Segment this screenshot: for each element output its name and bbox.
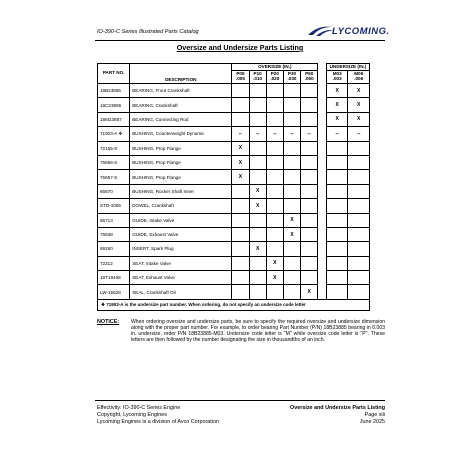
oversize-mark-cell	[232, 199, 249, 213]
oversize-mark-cell: X	[266, 271, 283, 285]
part-number-cell: 18B23885	[98, 84, 130, 98]
oversize-mark-cell	[283, 256, 300, 270]
part-number-cell: 75657-S	[98, 170, 130, 184]
oversize-mark-cell	[249, 155, 266, 169]
oversize-code-header: P20 .020	[266, 71, 283, 84]
undersize-mark-cell	[326, 256, 347, 270]
undersize-mark-cell	[348, 199, 370, 213]
table-row	[98, 98, 370, 112]
oversize-mark-cell	[232, 227, 249, 241]
footer-division: Lycoming Engines is a division of Avco Corporation	[97, 418, 219, 425]
undersize-mark-cell	[348, 170, 370, 184]
table-row	[98, 141, 370, 155]
oversize-mark-cell	[283, 170, 300, 184]
oversize-mark-cell	[283, 155, 300, 169]
oversize-mark-cell	[301, 155, 318, 169]
oversize-mark-cell	[249, 285, 266, 299]
description-cell: GUIDE, Exhaust Valve	[130, 227, 232, 241]
description-cell: DOWEL, Crankshaft	[130, 199, 232, 213]
oversize-mark-cell: X	[301, 285, 318, 299]
table-row	[98, 213, 370, 227]
part-number-cell: 18M23887	[98, 112, 130, 126]
oversize-mark-cell	[232, 242, 249, 256]
notice-text: When ordering oversize and undersize parts, be sure to specify the required oversize and undersize dimension along with the proper part number. For example, to order bearing Part Number (P/N) 18B23885 bearing in 0.003 in. undersize, order P/N 18B23885-M03. Undersize code letter is "M" while oversize code letter is "P". These letters are then followed by the number designating the size in thousandths of an inch.	[131, 319, 385, 344]
oversize-mark-cell	[266, 141, 283, 155]
undersize-mark-cell	[326, 285, 347, 299]
oversize-mark-cell	[283, 98, 300, 112]
undersize-mark-cell: X	[348, 84, 370, 98]
table-row	[98, 155, 370, 169]
undersize-mark-cell	[326, 184, 347, 198]
column-gap	[318, 271, 327, 285]
oversize-mark-cell	[249, 271, 266, 285]
table-row	[98, 256, 370, 270]
oversize-mark-cell	[283, 271, 300, 285]
undersize-mark-cell	[348, 271, 370, 285]
part-number-cell: STD-1065	[98, 199, 130, 213]
column-gap	[318, 213, 327, 227]
oversize-mark-cell	[266, 285, 283, 299]
table-row	[98, 227, 370, 241]
column-gap	[318, 256, 327, 270]
table-row	[98, 127, 370, 141]
oversize-mark-cell: X	[283, 227, 300, 241]
header-rule	[95, 40, 385, 41]
column-gap	[318, 84, 327, 98]
undersize-mark-cell	[348, 184, 370, 198]
oversize-mark-cell	[283, 242, 300, 256]
oversize-mark-cell: --	[301, 127, 318, 141]
undersize-mark-cell	[348, 256, 370, 270]
description-cell: BUSHING, Prop Flange	[130, 155, 232, 169]
oversize-mark-cell	[301, 170, 318, 184]
oversize-mark-cell	[283, 84, 300, 98]
part-number-cell: LW-15628	[98, 285, 130, 299]
table-row	[98, 285, 370, 299]
oversize-mark-cell	[232, 112, 249, 126]
oversize-code-header: P50 .050	[301, 71, 318, 84]
oversize-mark-cell	[301, 242, 318, 256]
undersize-mark-cell	[326, 271, 347, 285]
undersize-header: UNDERSIZE (IN.)	[326, 64, 369, 71]
column-gap	[318, 155, 327, 169]
oversize-undersize-table	[97, 63, 370, 311]
oversize-mark-cell: --	[249, 127, 266, 141]
footer-effectivity: Effectivity: IO-390-C Series Engine	[97, 405, 181, 411]
footer-section-title: Oversize and Undersize Parts Listing	[290, 405, 385, 411]
oversize-mark-cell	[249, 170, 266, 184]
description-cell: SEAT, Exhaust Valve	[130, 271, 232, 285]
oversize-mark-cell: X	[283, 213, 300, 227]
undersize-mark-cell	[326, 199, 347, 213]
catalog-title: IO-390-C Series Illustrated Parts Catalog	[97, 29, 199, 35]
oversize-mark-cell	[249, 213, 266, 227]
oversize-mark-cell	[266, 155, 283, 169]
table-row	[98, 112, 370, 126]
undersize-code-header: M06 .006	[348, 71, 370, 84]
description-cell: BEARING, Crankshaft	[130, 98, 232, 112]
column-gap	[318, 199, 327, 213]
oversize-mark-cell	[301, 98, 318, 112]
undersize-code-header: M03 .003	[326, 71, 347, 84]
oversize-mark-cell	[301, 84, 318, 98]
footer-right	[290, 405, 385, 425]
undersize-mark-cell: --	[348, 127, 370, 141]
description-cell: BUSHING, Prop Flange	[130, 170, 232, 184]
undersize-mark-cell	[348, 227, 370, 241]
description-cell: BUSHING, Counterweight Dynamic	[130, 127, 232, 141]
oversize-mark-cell	[249, 227, 266, 241]
oversize-mark-cell	[301, 256, 318, 270]
undersize-mark-cell	[326, 242, 347, 256]
column-gap	[318, 242, 327, 256]
undersize-mark-cell: X	[326, 112, 347, 126]
oversize-mark-cell	[249, 256, 266, 270]
part-number-cell: 75656-S	[98, 155, 130, 169]
undersize-mark-cell	[326, 227, 347, 241]
oversize-mark-cell	[301, 199, 318, 213]
part-number-cell: 16T19468	[98, 271, 130, 285]
oversize-mark-cell	[301, 213, 318, 227]
part-no-header: PART NO.	[98, 64, 130, 84]
oversize-mark-cell	[266, 112, 283, 126]
table-row	[98, 199, 370, 213]
part-number-cell: 72155-S	[98, 141, 130, 155]
oversize-mark-cell: X	[266, 256, 283, 270]
oversize-mark-cell	[283, 184, 300, 198]
oversize-mark-cell: X	[249, 199, 266, 213]
oversize-mark-cell	[266, 199, 283, 213]
oversize-mark-cell	[266, 170, 283, 184]
undersize-mark-cell	[326, 141, 347, 155]
undersize-mark-cell: X	[326, 84, 347, 98]
oversize-mark-cell	[301, 271, 318, 285]
undersize-mark-cell	[348, 242, 370, 256]
oversize-mark-cell	[232, 271, 249, 285]
oversize-mark-cell: X	[249, 242, 266, 256]
oversize-mark-cell	[232, 84, 249, 98]
oversize-mark-cell	[283, 285, 300, 299]
description-cell: BUSHING, Prop Flange	[130, 141, 232, 155]
oversize-mark-cell	[283, 199, 300, 213]
undersize-mark-cell	[326, 155, 347, 169]
oversize-mark-cell	[232, 184, 249, 198]
oversize-mark-cell	[266, 213, 283, 227]
footer-date: June 2025	[359, 418, 385, 425]
column-gap	[318, 184, 327, 198]
description-cell: INSERT, Spark Plug	[130, 242, 232, 256]
notice-label: NOTICE:	[97, 319, 120, 325]
oversize-mark-cell: X	[232, 155, 249, 169]
part-number-cell: 72212	[98, 256, 130, 270]
table-row	[98, 271, 370, 285]
oversize-mark-cell	[301, 227, 318, 241]
part-number-cell: 71903-A ❖	[98, 127, 130, 141]
oversize-mark-cell	[249, 112, 266, 126]
column-gap	[318, 112, 327, 126]
description-cell: SEAT, Intake Valve	[130, 256, 232, 270]
oversize-code-header: P10 .010	[249, 71, 266, 84]
oversize-mark-cell	[232, 213, 249, 227]
description-header: DESCRIPTION	[130, 64, 232, 84]
description-cell: GUIDE, Intake Valve	[130, 213, 232, 227]
footer-left	[97, 405, 219, 425]
undersize-mark-cell: X	[348, 112, 370, 126]
footer-copyright: Copyright, Lycoming Engines	[97, 411, 167, 418]
part-number-cell: 66670	[98, 184, 130, 198]
table-row	[98, 170, 370, 184]
oversize-mark-cell	[301, 184, 318, 198]
part-number-cell: 75838	[98, 227, 130, 241]
oversize-mark-cell	[283, 112, 300, 126]
oversize-mark-cell	[266, 184, 283, 198]
description-cell: SEAL, Crankshaft Oil	[130, 285, 232, 299]
oversize-mark-cell	[266, 242, 283, 256]
table-row	[98, 242, 370, 256]
part-number-cell: 66713	[98, 213, 130, 227]
oversize-mark-cell: X	[232, 170, 249, 184]
oversize-mark-cell: X	[249, 184, 266, 198]
oversize-header: OVERSIZE (IN.)	[232, 64, 318, 71]
oversize-mark-cell	[266, 84, 283, 98]
description-cell: BEARING, Connecting Rod	[130, 112, 232, 126]
oversize-mark-cell: --	[232, 127, 249, 141]
column-gap	[318, 170, 327, 184]
column-gap	[318, 285, 327, 299]
undersize-mark-cell: X	[348, 98, 370, 112]
undersize-mark-cell	[348, 285, 370, 299]
oversize-mark-cell	[266, 98, 283, 112]
oversize-mark-cell	[249, 84, 266, 98]
column-gap	[318, 227, 327, 241]
description-cell: BUSHING, Rocker Shaft Inner	[130, 184, 232, 198]
oversize-mark-cell: X	[232, 141, 249, 155]
oversize-mark-cell	[249, 141, 266, 155]
footer-page: Page xiii	[364, 411, 385, 418]
part-number-cell: 69260	[98, 242, 130, 256]
oversize-mark-cell: --	[266, 127, 283, 141]
oversize-mark-cell	[249, 98, 266, 112]
description-cell: BEARING, Front Crankshaft	[130, 84, 232, 98]
oversize-mark-cell	[232, 256, 249, 270]
undersize-mark-cell	[348, 155, 370, 169]
oversize-mark-cell	[301, 141, 318, 155]
column-gap	[318, 98, 327, 112]
footer-rule	[95, 400, 385, 401]
swoosh-icon	[308, 27, 334, 36]
oversize-mark-cell	[266, 227, 283, 241]
undersize-mark-cell	[348, 213, 370, 227]
undersize-mark-cell	[326, 170, 347, 184]
column-gap	[318, 127, 327, 141]
oversize-mark-cell: --	[283, 127, 300, 141]
undersize-mark-cell: --	[326, 127, 347, 141]
oversize-mark-cell	[283, 141, 300, 155]
table-row	[98, 84, 370, 98]
undersize-mark-cell	[348, 141, 370, 155]
table-row	[98, 184, 370, 198]
column-gap	[318, 141, 327, 155]
brand-wordmark: LYCOMING.	[332, 25, 390, 37]
oversize-code-header: P05 .005	[232, 71, 249, 84]
oversize-mark-cell	[301, 112, 318, 126]
undersize-mark-cell: X	[326, 98, 347, 112]
oversize-code-header: P30 .030	[283, 71, 300, 84]
section-title: Oversize and Undersize Parts Listing	[176, 43, 304, 52]
table-footnote: ❖ 71903-A is the undersize part number. When ordering, do not specify an undersize code letter	[98, 299, 370, 310]
part-number-cell: 18C23886	[98, 98, 130, 112]
column-gap	[318, 64, 327, 84]
oversize-mark-cell	[232, 98, 249, 112]
oversize-mark-cell	[232, 285, 249, 299]
undersize-mark-cell	[326, 213, 347, 227]
